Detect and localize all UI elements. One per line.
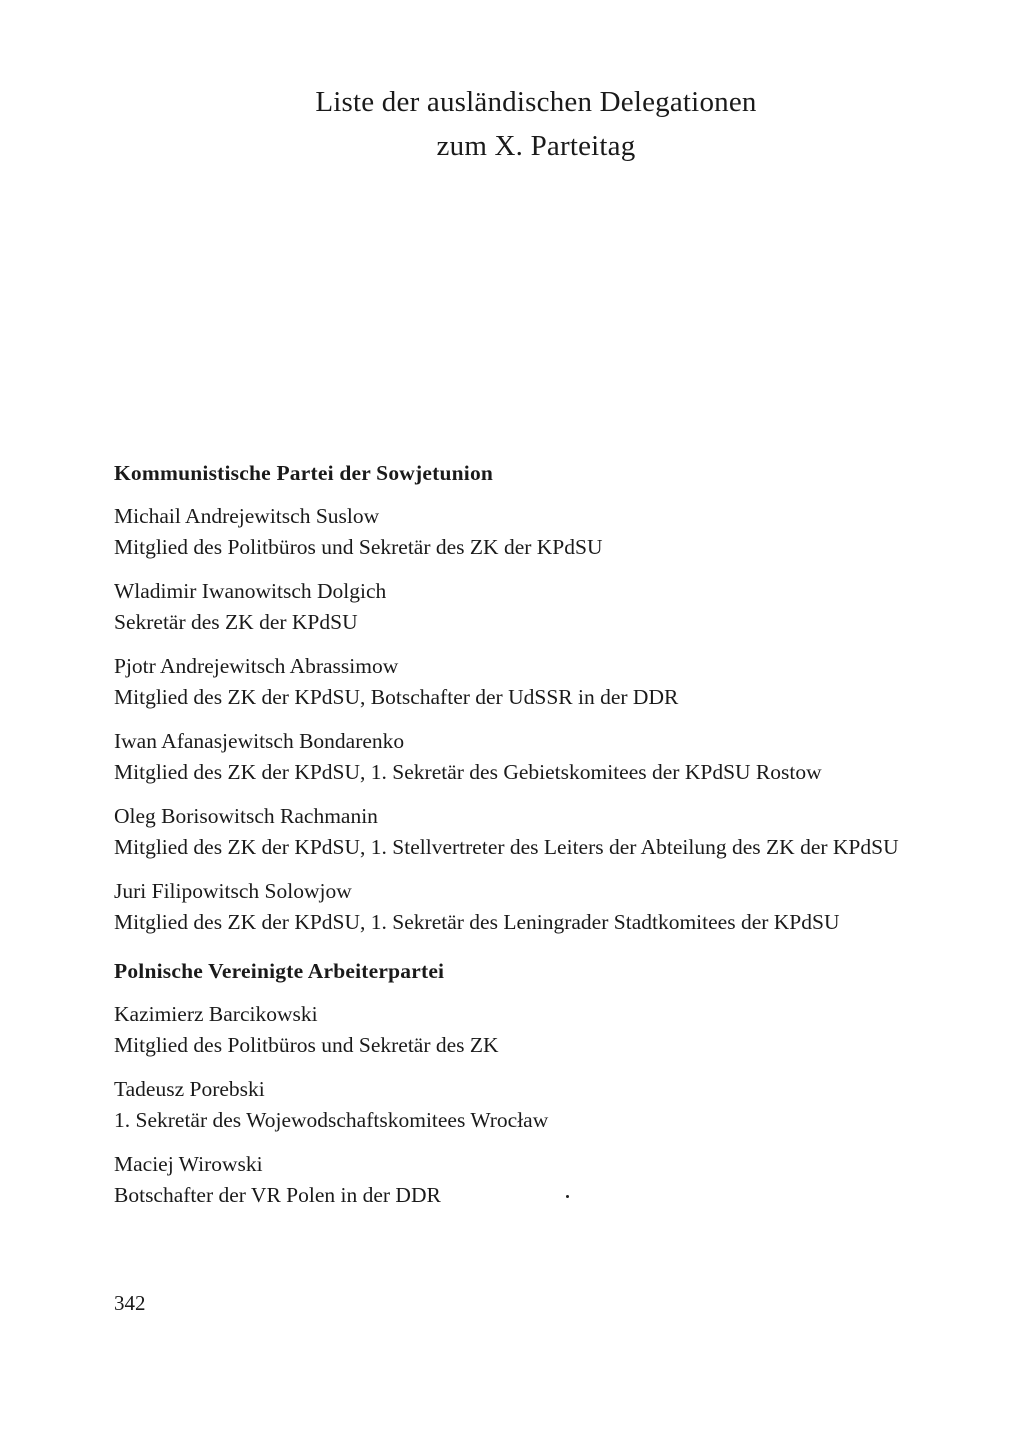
delegate-name: Pjotr Andrejewitsch Abrassimow (114, 654, 399, 678)
delegate-entry (114, 1074, 954, 1136)
print-speck (566, 1195, 569, 1198)
delegate-role: Sekretär des ZK der KPdSU (114, 610, 358, 634)
delegate-entry (114, 726, 954, 788)
delegate-role: Mitglied des ZK der KPdSU, Botschafter der UdSSR in der DDR (114, 685, 679, 709)
party-heading-pvap: Polnische Vereinigte Arbeiterpartei (114, 959, 445, 983)
delegate-role: Mitglied des Politbüros und Sekretär des ZK (114, 1033, 499, 1057)
delegate-name: Kazimierz Barcikowski (114, 1002, 318, 1026)
delegate-role: Mitglied des ZK der KPdSU, 1. Stellvertreter des Leiters der Abteilung des ZK der KPdSU (114, 835, 899, 859)
delegate-name: Oleg Borisowitsch Rachmanin (114, 804, 378, 828)
page-title-line-2: zum X. Parteitag (436, 130, 636, 162)
delegate-entry (114, 876, 954, 938)
delegation-list (114, 458, 954, 1224)
delegate-role: Mitglied des Politbüros und Sekretär des ZK der KPdSU (114, 535, 603, 559)
delegate-role: Mitglied des ZK der KPdSU, 1. Sekretär des Leningrader Stadtkomitees der KPdSU (114, 910, 840, 934)
party-heading-kpdsu: Kommunistische Partei der Sowjetunion (114, 461, 494, 485)
page-number: 342 (114, 1291, 146, 1315)
delegate-name: Wladimir Iwanowitsch Dolgich (114, 579, 387, 603)
delegate-name: Tadeusz Porebski (114, 1077, 265, 1101)
delegate-entry (114, 576, 954, 638)
delegate-entry (114, 999, 954, 1061)
delegate-name: Michail Andrejewitsch Suslow (114, 504, 380, 528)
delegate-name: Juri Filipowitsch Solowjow (114, 879, 352, 903)
delegate-entry (114, 501, 954, 563)
page-title-line-1: Liste der ausländischen Delegationen (315, 86, 757, 118)
delegate-entry (114, 801, 954, 863)
delegate-entry (114, 1149, 954, 1211)
delegate-role: 1. Sekretär des Wojewodschaftskomitees Wrocław (114, 1108, 549, 1132)
delegate-entry (114, 651, 954, 713)
delegate-role: Botschafter der VR Polen in der DDR (114, 1183, 441, 1207)
delegate-name: Iwan Afanasjewitsch Bondarenko (114, 729, 405, 753)
delegate-name: Maciej Wirowski (114, 1152, 263, 1176)
delegate-role: Mitglied des ZK der KPdSU, 1. Sekretär des Gebietskomitees der KPdSU Rostow (114, 760, 822, 784)
